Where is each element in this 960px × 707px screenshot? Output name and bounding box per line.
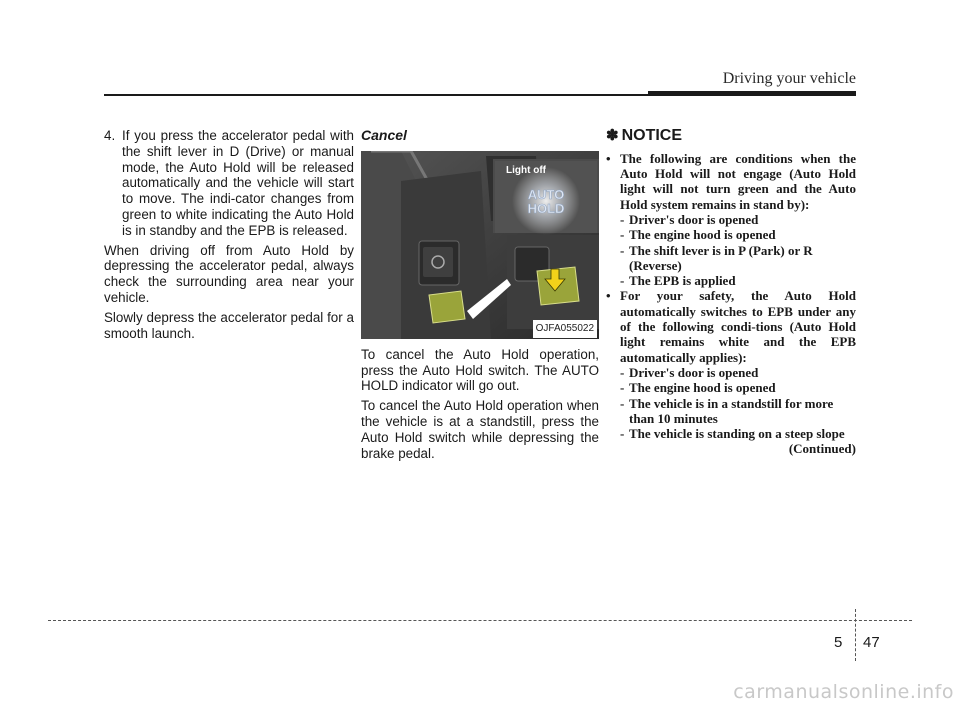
item-number: 4. xyxy=(104,128,116,143)
notice-sub-item: - The engine hood is opened xyxy=(606,227,856,242)
header-rule-accent xyxy=(648,91,856,96)
notice-sub-item-text: The EPB is applied xyxy=(629,273,736,289)
light-off-callout xyxy=(495,161,597,235)
notice-sub-item: - The engine hood is opened xyxy=(606,380,856,395)
notice-sub-item-text: Driver's door is opened xyxy=(629,211,759,227)
notice-sub-item-text: The vehicle is in a standstill for more than 10 minutes xyxy=(629,395,834,426)
middle-column xyxy=(361,128,599,465)
numbered-item xyxy=(104,128,354,239)
notice-sub-item-text: The engine hood is opened xyxy=(629,227,776,243)
paragraph-drive-off: When driving off from Auto Hold by depressing the accelerator pedal, always check the surrounding area near your vehicle. xyxy=(104,242,354,305)
chapter-number: 5 xyxy=(834,634,843,651)
notice-sub-item: - Driver's door is opened xyxy=(606,212,856,227)
section-title: Driving your vehicle xyxy=(722,70,856,87)
notice-sub-item-text: The shift lever is in P (Park) or R (Reverse) xyxy=(629,242,813,273)
light-off-label: Light off xyxy=(506,164,546,176)
footer-rule xyxy=(48,620,912,621)
auto-hold-figure xyxy=(361,151,599,339)
figure-caption: OJFA055022 xyxy=(533,320,597,338)
notice-sub-item: - The EPB is applied xyxy=(606,273,856,288)
left-column xyxy=(104,128,354,345)
paragraph-cancel: To cancel the Auto Hold operation, press the Auto Hold switch. The AUTO HOLD indicator will go out. xyxy=(361,346,599,394)
notice-title: NOTICE xyxy=(621,127,683,144)
item-text: If you press the accelerator pedal with the shift lever in D (Drive) or manual mode, the Auto Hold will be released automatically and the vehicle will start to move. The indi-cator changes from green to white indicating the Auto Hold is in standby and the EPB is released. xyxy=(122,128,354,238)
cancel-heading: Cancel xyxy=(361,127,407,143)
auto-indicator-text: AUTO xyxy=(527,186,565,202)
watermark: carmanualsonline.info xyxy=(733,681,954,703)
paragraph-cancel-standstill: To cancel the Auto Hold operation when the vehicle is at a standstill, press the Auto Hold switch while depressing the brake pedal. xyxy=(361,398,599,461)
notice-box xyxy=(606,128,856,457)
paragraph-smooth-launch: Slowly depress the accelerator pedal for a smooth launch. xyxy=(104,309,354,341)
notice-bullet: • For your safety, the Auto Hold automatically switches to EPB under any of the following condi-tions (Auto Hold light remains white and the EPB automatically applies): xyxy=(606,288,856,365)
notice-sub-item-text: Driver's door is opened xyxy=(629,364,759,380)
notice-sub-item: - Driver's door is opened xyxy=(606,365,856,380)
notice-sub-item-text: The vehicle is standing on a steep slope xyxy=(629,426,845,442)
notice-sub-item-text: The engine hood is opened xyxy=(629,380,776,396)
notice-bullet-text: The following are conditions when the Auto Hold will not engage (Auto Hold light will not turn green and the Auto Hold system remains in stand by): xyxy=(620,150,856,212)
notice-bullet-text: For your safety, the Auto Hold automatically switches to EPB under any of the following condi-tions (Auto Hold light remains white and the EPB automatically applies): xyxy=(620,288,856,365)
notice-sub-item: - The vehicle is in a standstill for more than 10 minutes xyxy=(606,396,856,427)
notice-star-icon: ✽ xyxy=(606,127,619,144)
notice-sub-item: - The vehicle is standing on a steep slope xyxy=(606,426,856,441)
console-illustration xyxy=(361,151,599,339)
notice-sub-item: - The shift lever is in P (Park) or R (Reverse) xyxy=(606,243,856,274)
footer-divider xyxy=(855,609,856,661)
hold-indicator-text: HOLD xyxy=(527,200,565,216)
page-number: 47 xyxy=(863,634,880,651)
notice-heading xyxy=(606,128,856,144)
continued-label: (Continued) xyxy=(788,441,856,457)
notice-bullet: • The following are conditions when the Auto Hold will not engage (Auto Hold light will not turn green and the Auto Hold system remains in stand by): xyxy=(606,150,856,212)
